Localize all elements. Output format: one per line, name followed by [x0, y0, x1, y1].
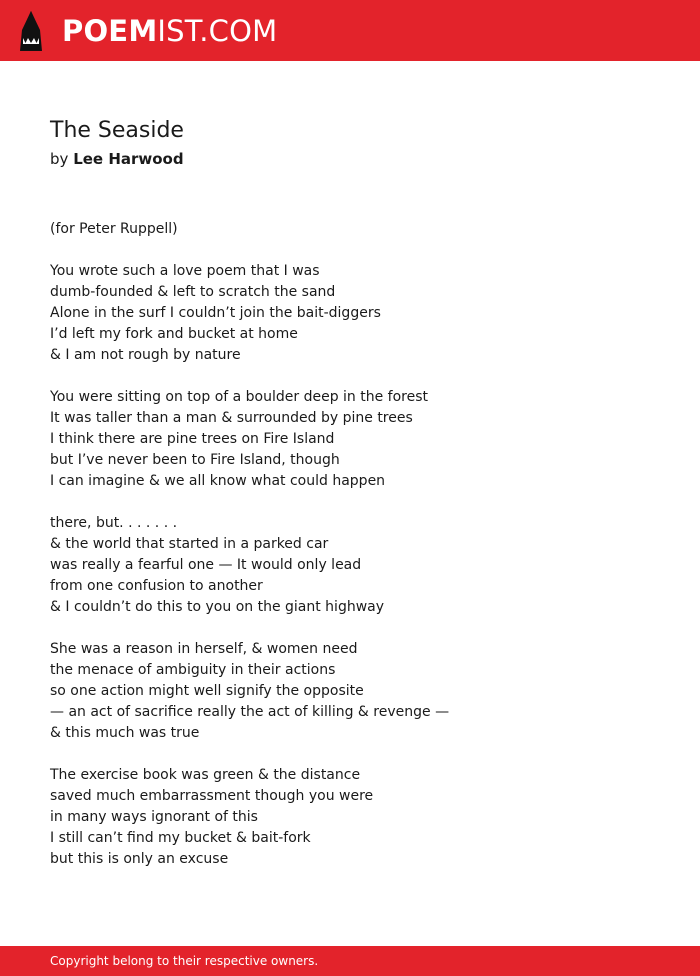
poem-author: Lee Harwood [73, 150, 184, 168]
poem-line: dumb-founded & left to scratch the sand [50, 284, 336, 300]
stanza-gap [50, 366, 650, 387]
poem-dedication: (for Peter Ruppell) [50, 221, 178, 237]
poem-line: there, but. . . . . . . [50, 515, 178, 531]
poem-line: the menace of ambiguity in their actions [50, 662, 336, 678]
by-label: by [50, 150, 69, 168]
poem-line: in many ways ignorant of this [50, 809, 258, 825]
logo-bold-text: POEM [62, 14, 158, 48]
copyright-notice: Copyright belong to their respective owners. [50, 954, 319, 968]
pencil-tip-icon[interactable] [18, 10, 44, 52]
stanza-gap [50, 618, 650, 639]
poem-line: It was taller than a man & surrounded by pine trees [50, 410, 413, 426]
poem-line: She was a reason in herself, & women need [50, 641, 358, 657]
poem-line: was really a fearful one — It would only lead [50, 557, 362, 573]
stanza-gap [50, 744, 650, 765]
poem-line: so one action might well signify the opposite [50, 683, 364, 699]
stanza-2 [50, 387, 650, 492]
poem-body [50, 219, 650, 870]
poem-line: — an act of sacrifice really the act of killing & revenge — [50, 704, 450, 720]
site-logo[interactable] [62, 13, 277, 49]
poem-line: saved much embarrassment though you were [50, 788, 374, 804]
poem-line: You wrote such a love poem that I was [50, 263, 320, 279]
poem-line: & I am not rough by nature [50, 347, 241, 363]
poem-title: The Seaside [50, 118, 184, 143]
stanza-1 [50, 261, 650, 366]
poem-line: & I couldn’t do this to you on the giant highway [50, 599, 385, 615]
poem-line: but this is only an excuse [50, 851, 229, 867]
stanza-gap [50, 492, 650, 513]
poem-line: The exercise book was green & the distance [50, 767, 361, 783]
poem-line: & the world that started in a parked car [50, 536, 329, 552]
poem-line: I’d left my fork and bucket at home [50, 326, 298, 342]
poem-line: I can imagine & we all know what could happen [50, 473, 386, 489]
stanza-4 [50, 639, 650, 744]
stanza-5 [50, 765, 650, 870]
logo-light-text: IST.COM [157, 14, 278, 48]
site-header [0, 0, 700, 61]
poem-line: but I’ve never been to Fire Island, though [50, 452, 340, 468]
site-footer [0, 946, 700, 976]
poem-line: I still can’t find my bucket & bait-fork [50, 830, 311, 846]
poem-byline [50, 149, 184, 169]
stanza-3 [50, 513, 650, 618]
poem-line: You were sitting on top of a boulder deep in the forest [50, 389, 429, 405]
poem-line: Alone in the surf I couldn’t join the bait-diggers [50, 305, 381, 321]
stanza-gap [50, 240, 650, 261]
poem-line: I think there are pine trees on Fire Island [50, 431, 335, 447]
poem-line: from one confusion to another [50, 578, 263, 594]
poem-line: & this much was true [50, 725, 200, 741]
